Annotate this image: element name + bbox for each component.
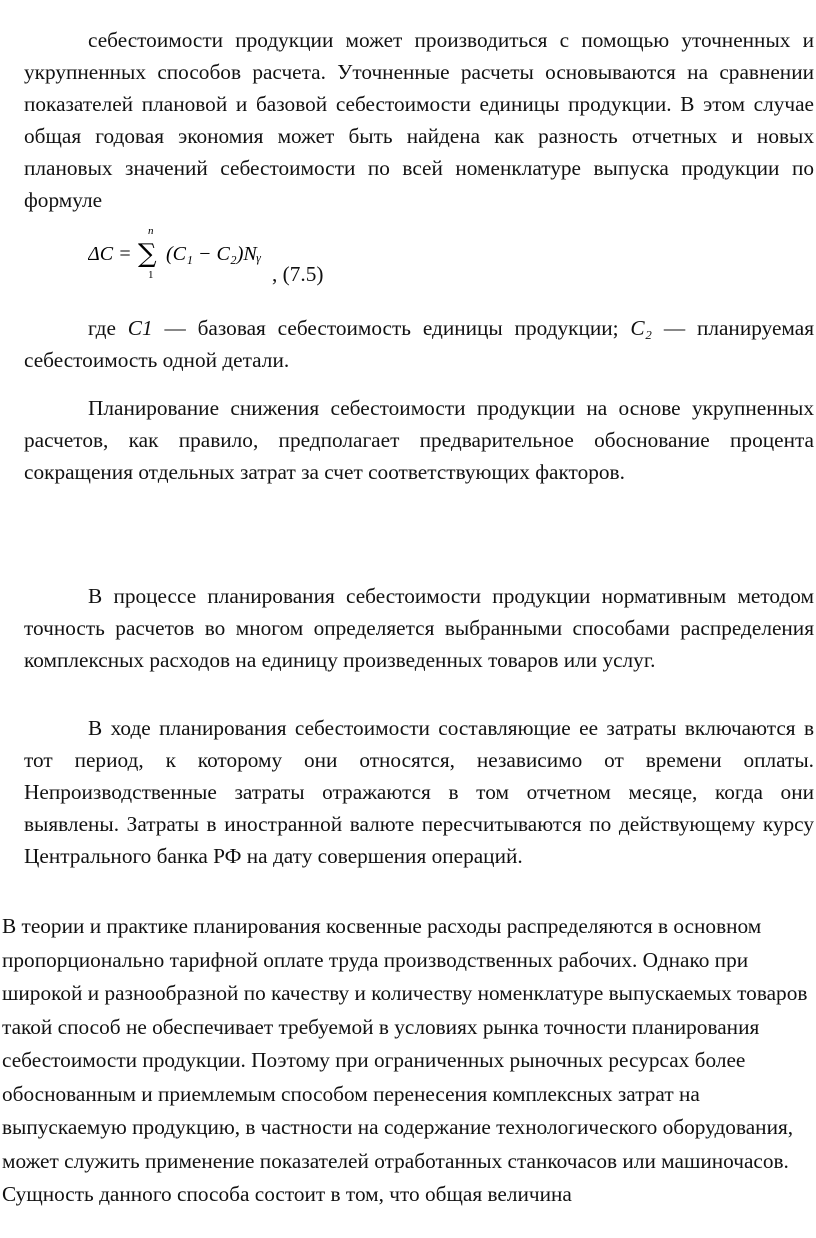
- c2-definition: — планируемая себестоимость одной детали.: [24, 316, 814, 372]
- paragraph-normative-method: В процессе планирования себестоимости продукции нормативным методом точность расчетов во многом определяется выбранными способами распределения комплексных расходов на единицу произведенных товаров или услуг.: [24, 584, 814, 672]
- equation-number: , (7.5): [272, 262, 324, 286]
- paragraph-cost-calculation-intro: себестоимости продукции может производиться с помощью уточненных и укрупненных способов расчета. Уточненные расчеты основываются на сравнении показателей плановой и базовой себестоимости единицы продукции. В этом случае общая годовая экономия может быть найдена как разность отчетных и новых плановых значений себестоимости по всей номенклатуре выпуска продукции по формуле: [24, 28, 814, 212]
- formula-body: (C₁ − C₂)Nᵧ: [166, 243, 262, 265]
- c2-symbol: C₂: [630, 316, 653, 340]
- paragraph-where-definitions: [24, 312, 814, 376]
- formula-sum-lower: 1: [148, 269, 154, 281]
- where-prefix: где: [88, 316, 128, 340]
- c1-symbol: C1: [127, 316, 153, 340]
- paragraph-aggregated-planning: Планирование снижения себестоимости продукции на основе укрупненных расчетов, как правило, предполагает предварительное обоснование процента сокращения отдельных затрат за счет соответствующих факторов.: [24, 396, 814, 484]
- paragraph-indirect-costs: В теории и практике планирования косвенные расходы распределяются в основном пропорционально тарифной оплате труда производственных рабочих. Однако при широкой и разнообразной по качеству и количеству номенклатуре выпускаемых товаров такой способ не обеспечивает требуемой в условиях рынка точности планирования себестоимости продукции. Поэтому при ограниченных рыночных ресурсах более обоснованным и приемлемым способом перенесения комплексных затрат на выпускаемую продукцию, в частности на содержание технологического оборудования, может служить применение показателей отработанных станкочасов или машиночасов. Сущность данного способа состоит в том, что общая величина: [2, 914, 808, 1206]
- formula-sum-upper: n: [148, 225, 154, 237]
- sigma-icon: ∑: [138, 239, 157, 269]
- paragraph-cost-period: В ходе планирования себестоимости составляющие ее затраты включаются в тот период, к которому они относятся, независимо от времени оплаты. Непроизводственные затраты отражаются в том отчетном месяце, когда они выявлены. Затраты в иностранной валюте пересчитываются по действующему курсу Центрального банка РФ на дату совершения операций.: [24, 716, 814, 868]
- c1-definition: — базовая себестоимость единицы продукции;: [152, 316, 631, 340]
- formula-lhs: ΔC =: [88, 243, 132, 265]
